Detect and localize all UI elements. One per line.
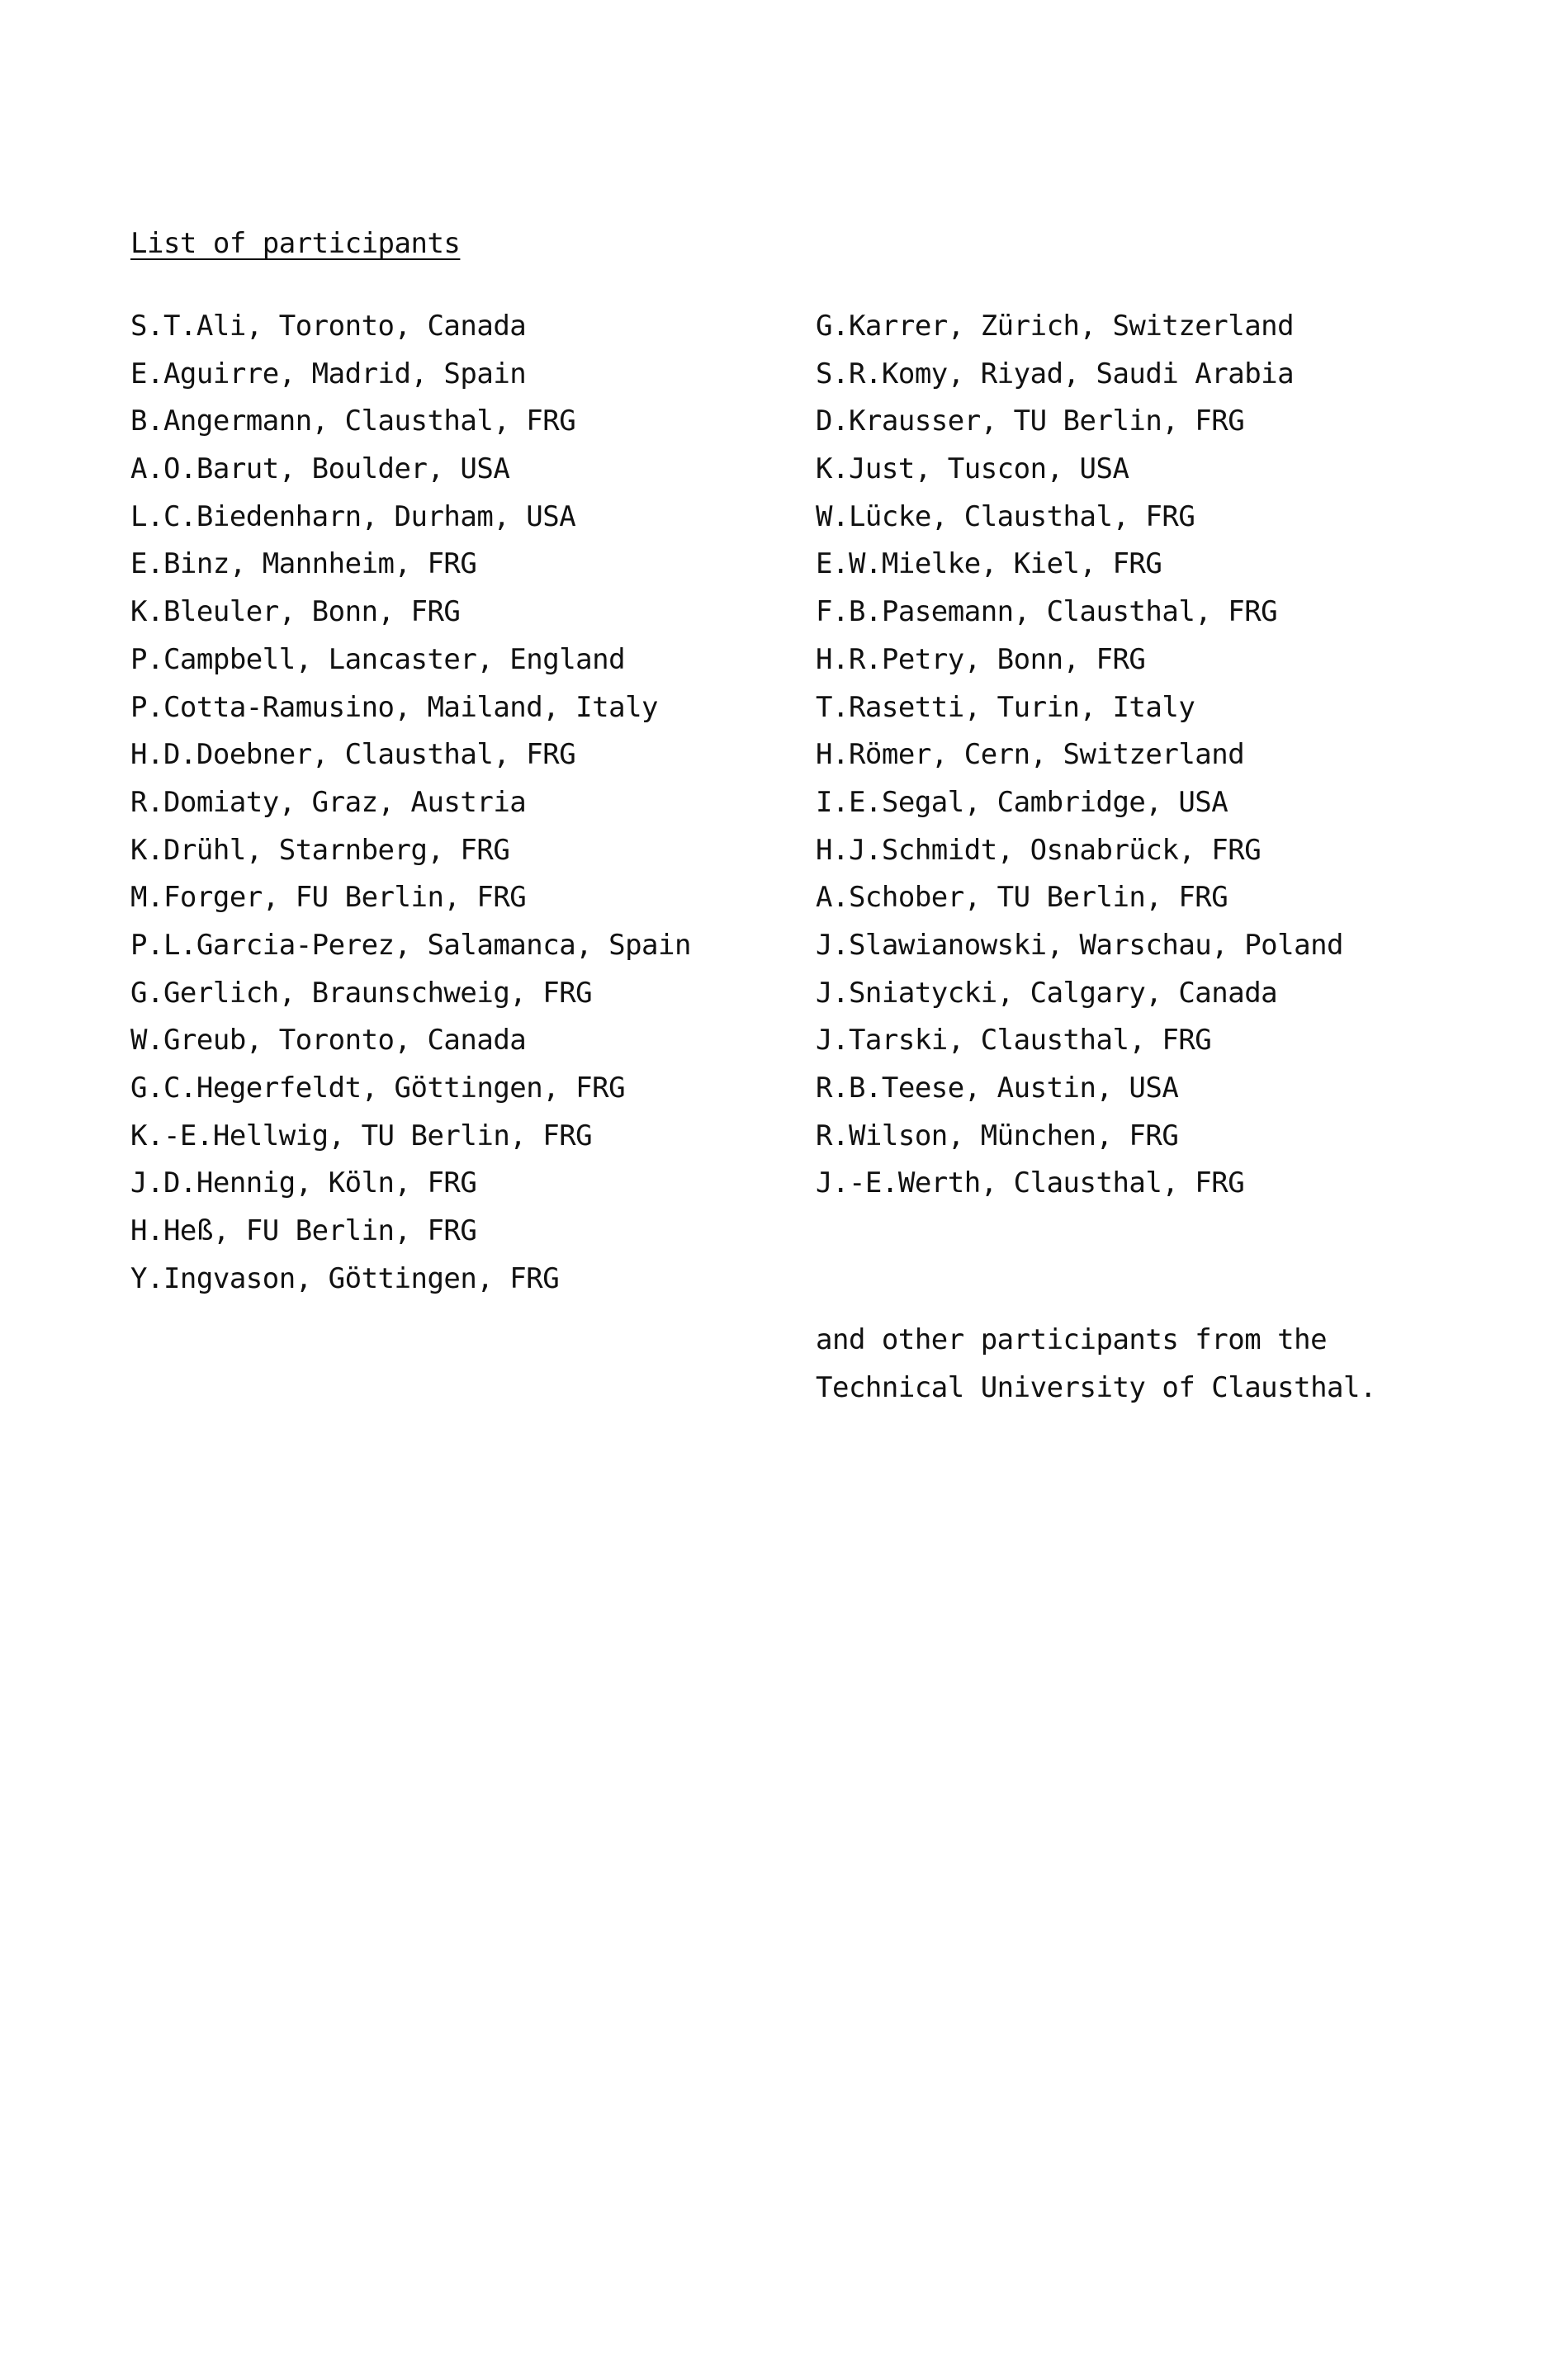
closing-note-line: Technical University of Clausthal. (816, 1370, 1376, 1404)
participant-entry: M.Forger, FU Berlin, FRG (130, 881, 527, 915)
participant-entry: R.Wilson, München, FRG (816, 1119, 1179, 1152)
participant-entry: L.C.Biedenharn, Durham, USA (130, 499, 576, 533)
participant-entry: J.Slawianowski, Warschau, Poland (816, 928, 1344, 962)
participant-entry: E.W.Mielke, Kiel, FRG (816, 547, 1162, 581)
closing-note-line: and other participants from the (816, 1323, 1328, 1356)
participant-entry: E.Binz, Mannheim, FRG (130, 547, 477, 581)
participants-left-column (130, 307, 691, 1307)
participant-entry: K.Bleuler, Bonn, FRG (130, 595, 461, 629)
participant-entry: P.Cotta-Ramusino, Mailand, Italy (130, 690, 659, 724)
participant-entry: J.-E.Werth, Clausthal, FRG (816, 1166, 1245, 1200)
participant-entry: P.Campbell, Lancaster, England (130, 642, 626, 676)
participant-entry: W.Greub, Toronto, Canada (130, 1024, 527, 1058)
participant-entry: B.Angermann, Clausthal, FRG (130, 405, 576, 438)
participant-entry: G.C.Hegerfeldt, Göttingen, FRG (130, 1072, 626, 1105)
participant-entry: A.O.Barut, Boulder, USA (130, 452, 510, 486)
participant-entry: J.D.Hennig, Köln, FRG (130, 1166, 477, 1200)
participant-entry: S.T.Ali, Toronto, Canada (130, 310, 527, 343)
participant-entry: S.R.Komy, Riyad, Saudi Arabia (816, 357, 1295, 390)
participant-entry: T.Rasetti, Turin, Italy (816, 690, 1195, 724)
participants-right-column (816, 307, 1343, 1212)
closing-note (816, 1321, 1376, 1416)
participant-entry: W.Lücke, Clausthal, FRG (816, 499, 1195, 533)
participant-entry: R.Domiaty, Graz, Austria (130, 785, 527, 819)
participant-entry: A.Schober, TU Berlin, FRG (816, 881, 1228, 915)
participant-entry: F.B.Pasemann, Clausthal, FRG (816, 595, 1278, 629)
participant-entry: K.-E.Hellwig, TU Berlin, FRG (130, 1119, 593, 1152)
participant-entry: Y.Ingvason, Göttingen, FRG (130, 1261, 560, 1295)
participant-entry: J.Tarski, Clausthal, FRG (816, 1024, 1212, 1058)
participant-entry: K.Drühl, Starnberg, FRG (130, 833, 510, 867)
participant-entry: G.Karrer, Zürich, Switzerland (816, 310, 1295, 343)
participant-entry: I.E.Segal, Cambridge, USA (816, 785, 1228, 819)
participant-entry: E.Aguirre, Madrid, Spain (130, 357, 527, 390)
participant-entry: P.L.Garcia-Perez, Salamanca, Spain (130, 928, 691, 962)
participant-entry: H.J.Schmidt, Osnabrück, FRG (816, 833, 1262, 867)
participant-entry: H.R.Petry, Bonn, FRG (816, 642, 1146, 676)
participant-entry: H.D.Doebner, Clausthal, FRG (130, 738, 576, 772)
participant-entry: H.Heß, FU Berlin, FRG (130, 1214, 477, 1248)
participant-entry: R.B.Teese, Austin, USA (816, 1072, 1179, 1105)
participant-entry: J.Sniatycki, Calgary, Canada (816, 976, 1278, 1010)
page-title: List of participants (130, 227, 461, 260)
participant-entry: H.Römer, Cern, Switzerland (816, 738, 1245, 772)
participant-entry: G.Gerlich, Braunschweig, FRG (130, 976, 593, 1010)
participant-entry: D.Krausser, TU Berlin, FRG (816, 405, 1245, 438)
participant-entry: K.Just, Tuscon, USA (816, 452, 1129, 486)
